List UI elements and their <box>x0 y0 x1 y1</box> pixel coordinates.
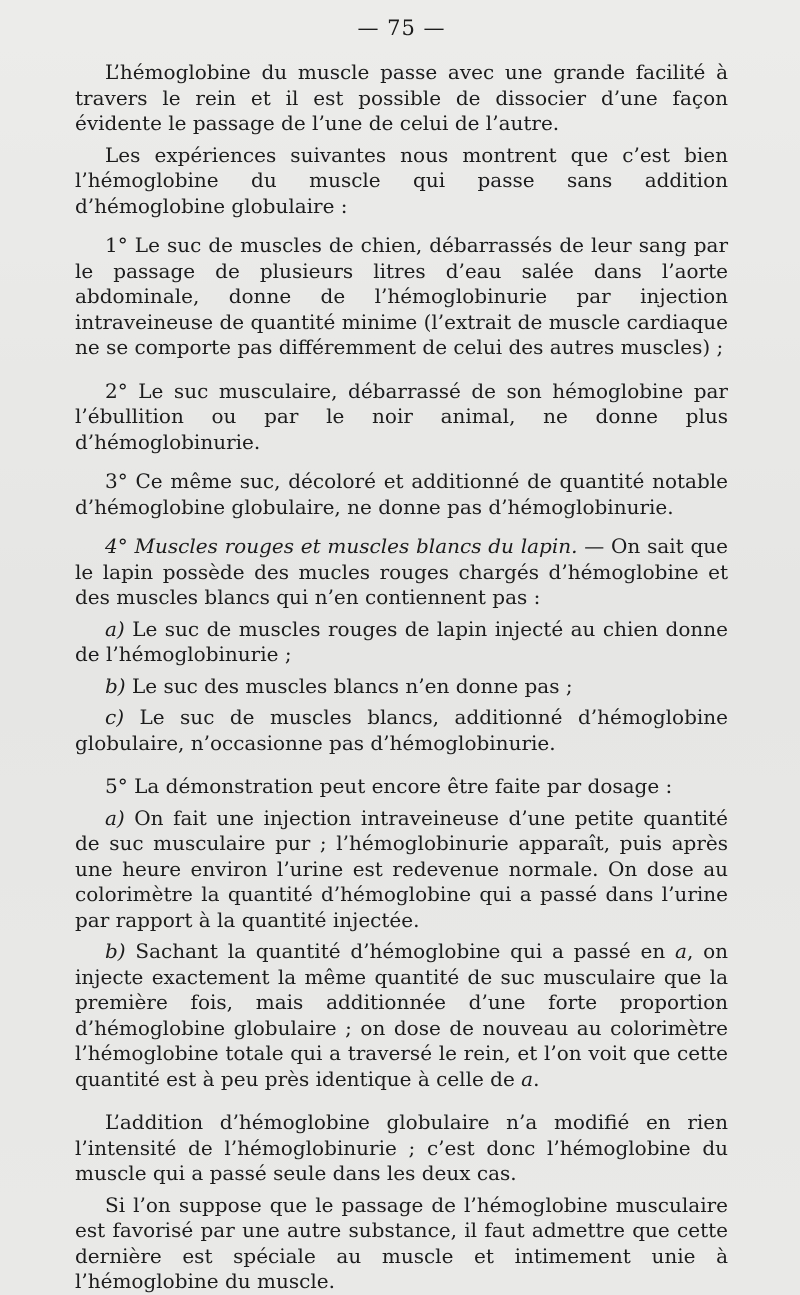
item-5b-ref-a-end: a <box>521 1066 534 1091</box>
item-4-text: — On sait que le lapin possède des mucles rouges chargés d’hémoglobine et des muscles blancs qui n’en contiennent pas : <box>75 534 728 609</box>
paragraph-item-1: 1° Le suc de muscles de chien, débarrassés de leur sang par le passage de plusieurs litres d’eau salée dans l’aorte abdominale, donne de l’hémoglobinurie par injection intraveineuse de quantité minime (l’extrait de muscle cardiaque ne se comporte pas différemment de celui des autres muscles) ; <box>75 233 728 359</box>
paragraph-item-4a <box>75 617 728 668</box>
item-4b-text: Le suc des muscles blancs n’en donne pas ; <box>125 673 573 698</box>
paragraph-lead: Les expériences suivantes nous montrent que c’est bien l’hémoglobine du muscle qui passe sans addition d’hémoglobine globulaire : <box>75 142 728 218</box>
paragraph-item-5: 5° La démonstration peut encore être faite par dosage : <box>105 774 673 798</box>
item-4a-letter: a) <box>105 616 125 641</box>
paragraph-item-5b <box>75 939 728 1092</box>
page-number: — 75 — <box>357 16 446 40</box>
item-4-heading: Muscles rouges et muscles blancs du lapin. <box>134 534 578 558</box>
item-4-number: 4° <box>105 534 128 558</box>
item-4c-text: Le suc de muscles blancs, additionné d’hémoglobine globulaire, n’occasionne pas d’hémoglobinurie. <box>75 705 728 755</box>
item-4b-letter: b) <box>105 673 126 698</box>
paragraph-item-5a <box>75 806 728 934</box>
paragraph-conclusion-1: L’addition d’hémoglobine globulaire n’a modifié en rien l’intensité de l’hémoglobinurie ; c’est donc l’hémoglobine du muscle qui a passé seule dans les deux cas. <box>75 1110 728 1185</box>
item-5a-letter: a) <box>105 805 125 830</box>
paragraph-intro: L’hémoglobine du muscle passe avec une grande facilité à travers le rein et il est possible de dissocier d’une façon évidente le passage de l’une de celui de l’autre. <box>75 60 728 135</box>
item-5b-text-after: . <box>533 1066 540 1091</box>
paragraph-item-2: 2° Le suc musculaire, débarrassé de son hémoglobine par l’ébullition ou par le noir animal, ne donne plus d’hémoglobinurie. <box>75 378 728 454</box>
item-4a-text: Le suc de muscles rouges de lapin injecté au chien donne de l’hémoglobinurie ; <box>75 616 728 666</box>
item-5b-text-middle: , on injecte exactement la même quantité de suc musculaire que la première fois, mais additionnée d’une forte proportion d’hémoglobine globulaire ; on dose de nouveau au colorimètre l’hémoglobine totale qui a traversé le rein, et l’on voit que cette quantité est à peu près identique à celle de <box>75 939 728 1091</box>
item-5b-text-before: Sachant la quantité d’hémoglobine qui a passé en <box>125 939 676 963</box>
paragraph-item-3: 3° Ce même suc, décoloré et additionné de quantité notable d’hémoglobine globulaire, ne donne pas d’hémoglobinurie. <box>75 469 728 519</box>
paragraph-conclusion-2: Si l’on suppose que le passage de l’hémoglobine musculaire est favorisé par une autre substance, il faut admettre que cette dernière est spéciale au muscle et intimement unie à l’hémoglobine du muscle. <box>75 1192 728 1293</box>
item-4c-letter: c) <box>105 705 125 729</box>
item-5b-letter: b) <box>105 939 126 963</box>
paragraph-item-4c <box>75 705 728 756</box>
paragraph-item-4b <box>75 674 728 700</box>
item-5a-text: On fait une injection intraveineuse d’une petite quantité de suc musculaire pur ; l’hémoglobinurie apparaît, puis après une heure environ l’urine est redevenue normale. On dose au colorimètre la quantité d’hémoglobine qui a passé dans l’urine par rapport à la quantité injectée. <box>75 805 728 932</box>
item-5b-ref-a: a <box>675 939 687 963</box>
paragraph-item-4 <box>75 534 728 611</box>
